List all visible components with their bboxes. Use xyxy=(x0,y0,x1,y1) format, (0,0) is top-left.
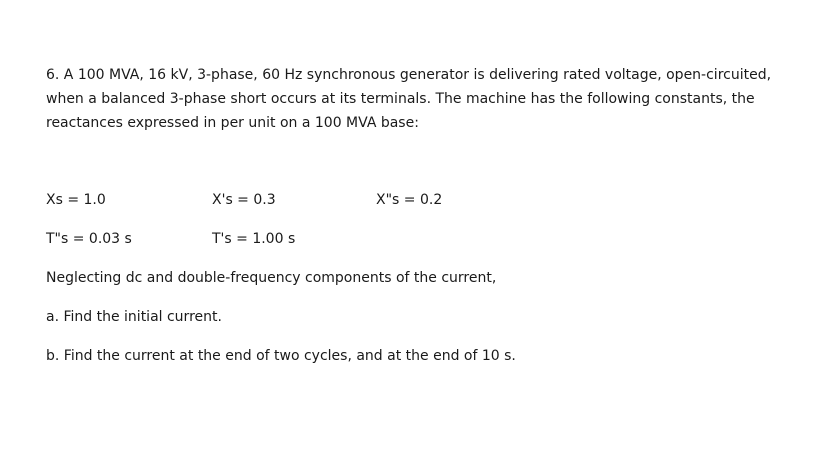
problem-note: Neglecting dc and double-frequency components of the current, xyxy=(46,270,497,286)
question-a: a. Find the initial current. xyxy=(46,309,222,325)
constant-x-double-prime-s: X"s = 0.2 xyxy=(376,192,443,208)
constant-t-double-prime-s: T"s = 0.03 s xyxy=(46,231,132,247)
question-b: b. Find the current at the end of two cycles, and at the end of 10 s. xyxy=(46,348,516,364)
problem-statement: 6. A 100 MVA, 16 kV, 3-phase, 60 Hz synchronous generator is delivering rated voltage, open-circuited, when a balanced 3-phase short occurs at its terminals. The machine has the following constants, the reactances expressed in per unit on a 100 MVA base: xyxy=(46,67,772,131)
constant-x-prime-s: X's = 0.3 xyxy=(212,192,276,208)
constant-xs: Xs = 1.0 xyxy=(46,192,106,208)
constant-t-prime-s: T's = 1.00 s xyxy=(212,231,296,247)
